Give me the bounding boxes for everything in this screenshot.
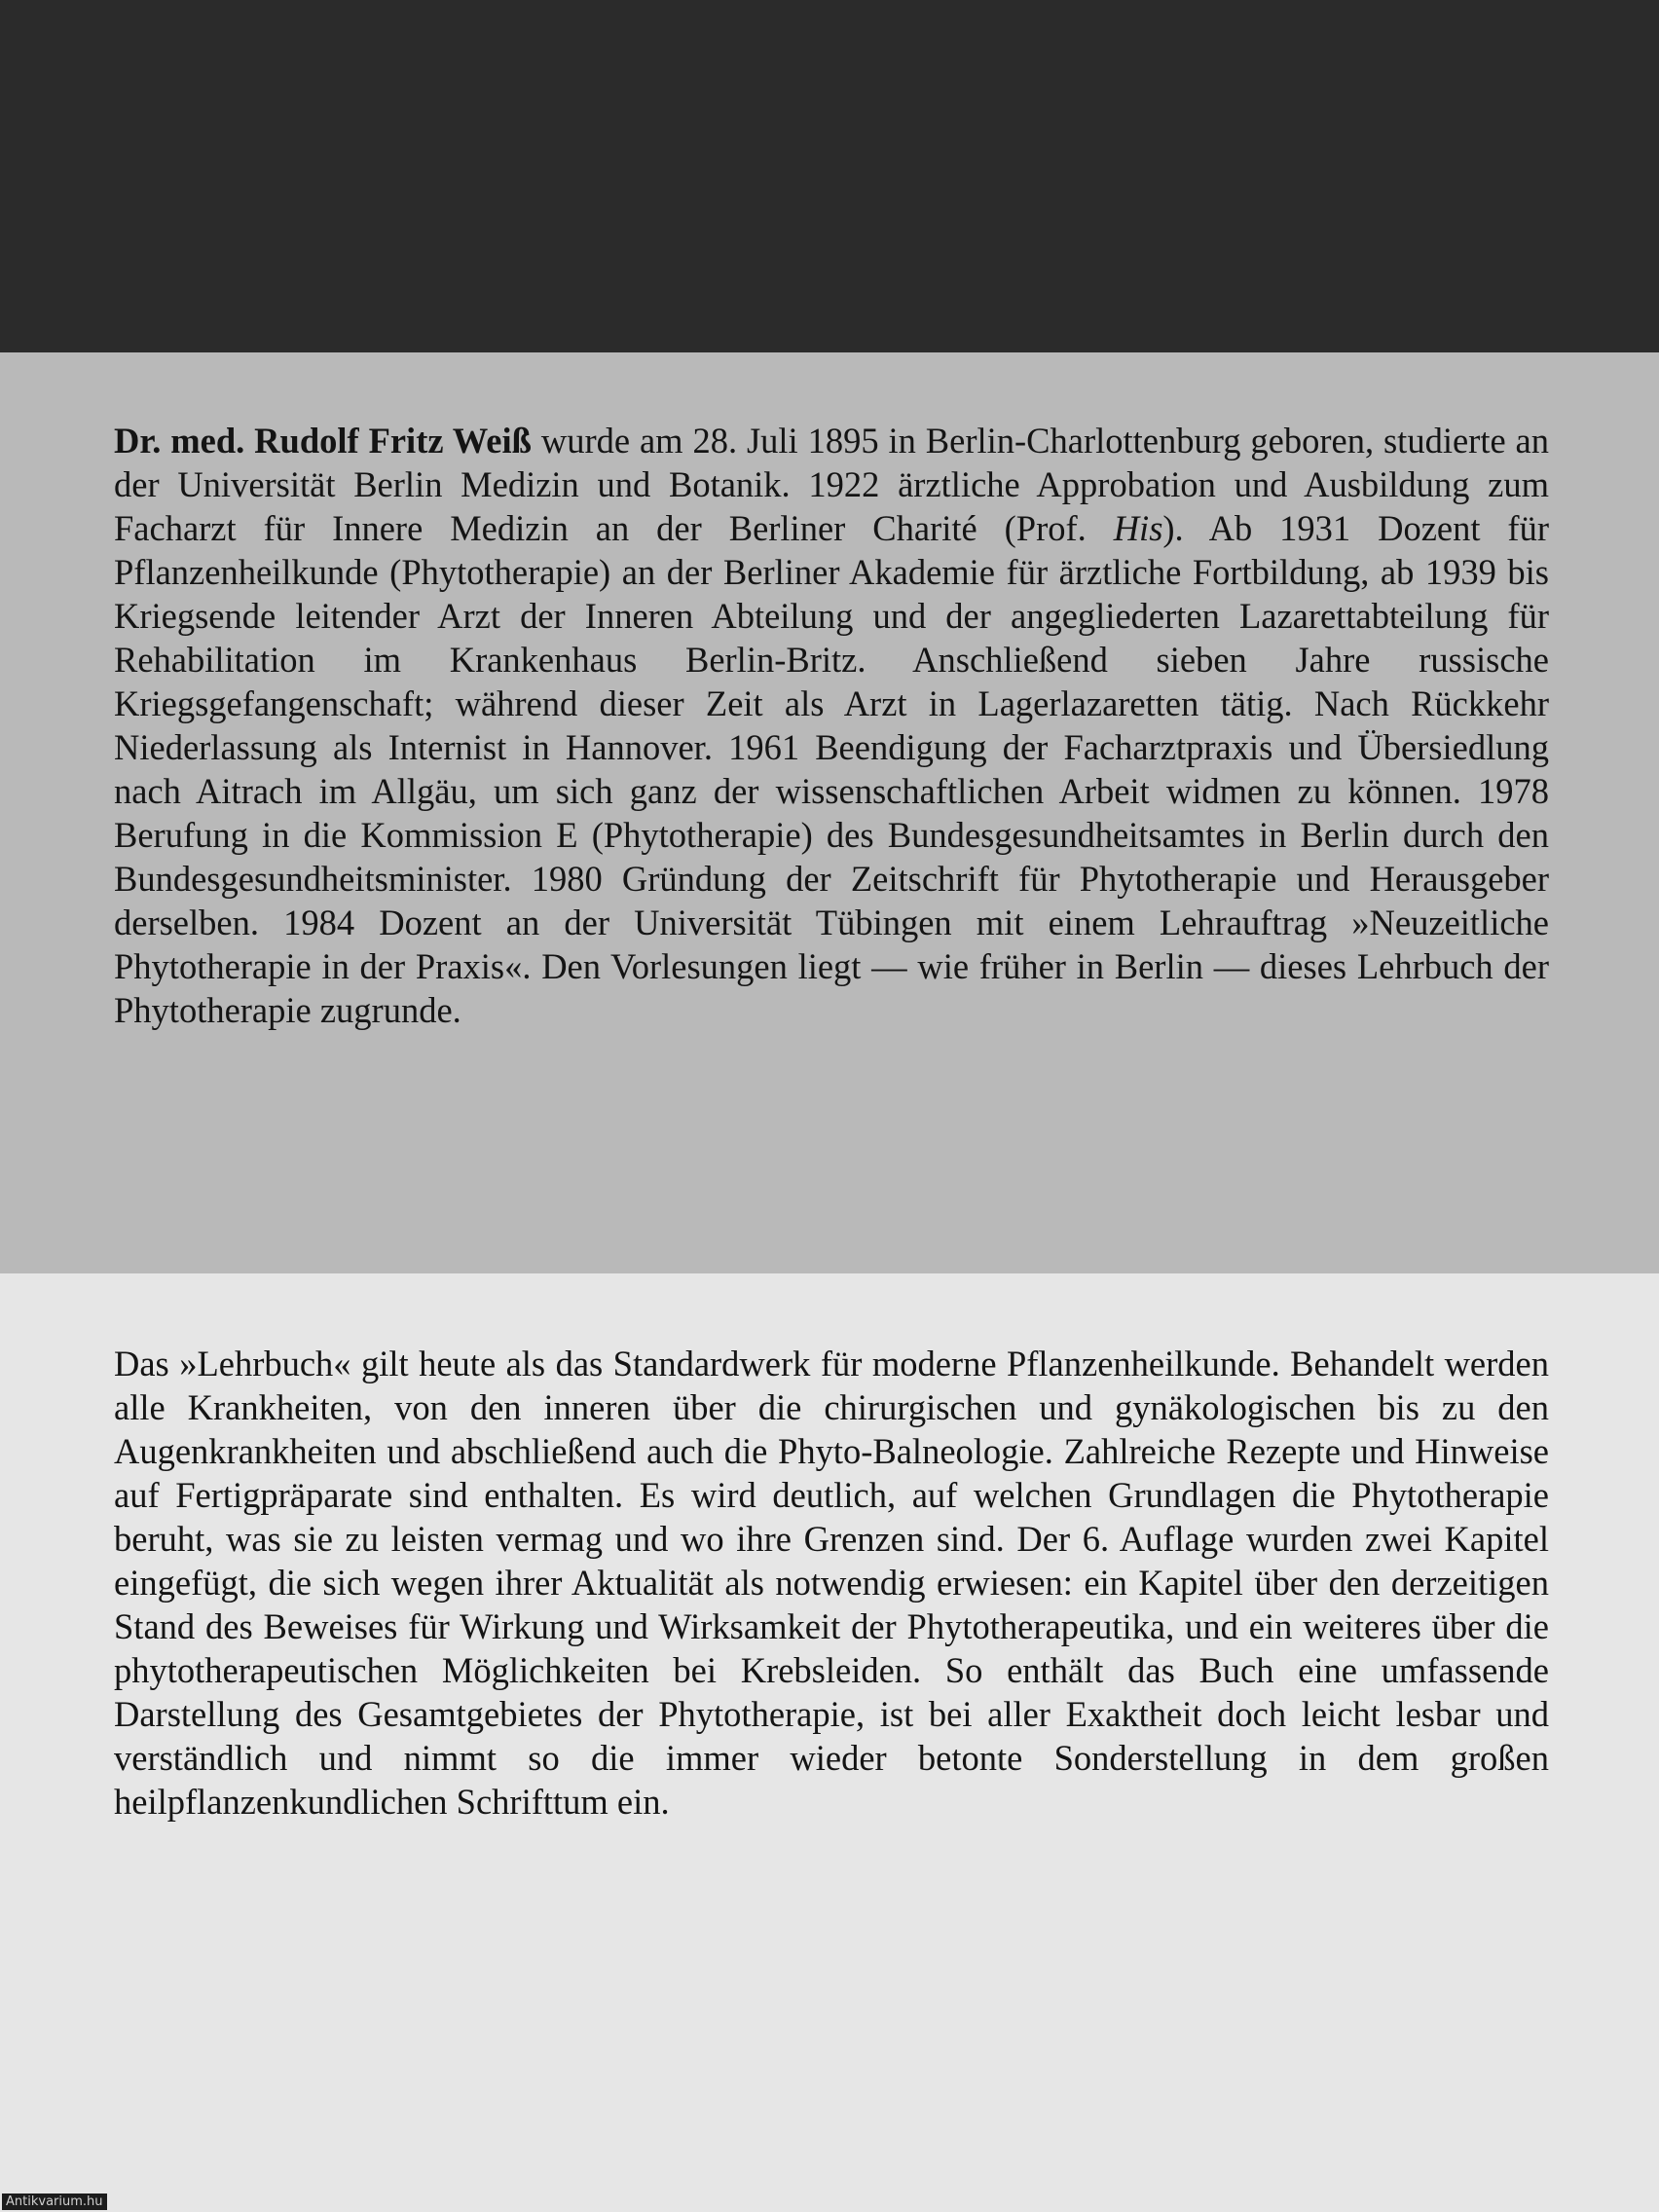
bio-italic-name: His [1113,508,1163,548]
book-description: Das »Lehrbuch« gilt heute als das Standardwerk für moderne Pflanzenheilkunde. Behandelt werden alle Krankheiten, von den inneren über die chirurgischen und gynäkologischen bis zu den Augenkrankheiten und abschließend auch die Phyto-Balneologie. Zahlreiche Rezepte und Hinweise auf Fertigpräparate sind enthalten. Es wird deutlich, auf welchen Grundlagen die Phytotherapie beruht, was sie zu leisten vermag und wo ihre Grenzen sind. Der 6. Auflage wurden zwei Kapitel eingefügt, die sich wegen ihrer Aktualität als notwendig erwiesen: ein Kapitel über den derzeitigen Stand des Beweises für Wirkung und Wirksamkeit der Phytotherapeutika, und ein weiteres über die phytotherapeutischen Möglichkeiten bei Krebsleiden. So enthält das Buch eine umfassende Darstellung des Gesamtgebietes der Phytotherapie, ist bei aller Exaktheit doch leicht lesbar und verständlich und nimmt so die immer wieder betonte Sonderstellung in dem großen heilpflanzenkundlichen Schrifttum ein. [114,1344,1549,1822]
top-dark-band [0,0,1659,360]
bio-text-part2: ). Ab 1931 Dozent für Pflanzenheilkunde (Phytotherapie) an der Berliner Akademie für ärztliche Fortbildung, ab 1939 bis Kriegsende leitender Arzt der Inneren Abteilung und der angegliederten Lazarettabteilung für Rehabilitation im Krankenhaus Berlin-Britz. Anschließend sieben Jahre russische Kriegsgefangenschaft; während dieser Zeit als Arzt in Lagerlazaretten tätig. Nach Rückkehr Niederlassung als Internist in Hannover. 1961 Beendigung der Facharztpraxis und Übersiedlung nach Aitrach im Allgäu, um sich ganz der wissenschaftlichen Arbeit widmen zu können. 1978 Berufung in die Kommission E (Phytotherapie) des Bundesgesundheitsamtes in Berlin durch den Bundesgesundheitsminister. 1980 Gründung der Zeitschrift für Phytotherapie und Herausgeber derselben. 1984 Dozent an der Universität Tübingen mit einem Lehrauftrag »Neuzeitliche Phytotherapie in der Praxis«. Den Vorlesungen liegt — wie früher in Berlin — dieses Lehrbuch der Phytotherapie zugrunde. [114,508,1549,1030]
bio-text-part1: wurde am 28. Juli 1895 in Berlin-Charlottenburg geboren, studierte an der Universität Berlin Medizin und Botanik. 1922 ärztliche Approbation und Ausbildung zum Facharzt für Innere Medizin an der Berliner Charité (Prof. [114,421,1550,548]
author-biography [114,419,1549,1032]
watermark: Antikvarium.hu [2,2194,107,2210]
author-name: Dr. med. Rudolf Fritz Weiß [114,421,532,461]
